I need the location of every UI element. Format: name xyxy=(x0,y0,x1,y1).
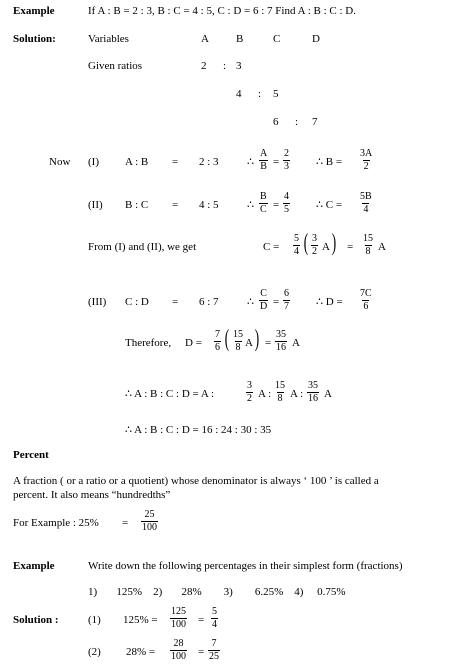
solution2-row1-frac2: $\frac{5}{4}$ xyxy=(212,606,217,630)
solution2-row1-num: (1) xyxy=(88,614,101,626)
ratio-row3-colon: : xyxy=(295,116,299,128)
step3-eq2: = xyxy=(273,296,280,308)
step2-frac1: $\frac{B}{C}$ xyxy=(260,191,267,215)
percent-example-text: For Example : 25% xyxy=(13,517,99,529)
solution2-row2-num: (2) xyxy=(88,646,101,658)
from-c-eq: C = xyxy=(263,241,280,253)
step2-therefore: ∴ xyxy=(247,199,254,211)
final1-frac3: $\frac{35}{16}$ xyxy=(308,380,318,404)
now-label: Now xyxy=(49,156,71,168)
step1-eq: = xyxy=(172,156,179,168)
solution2-row2-frac1: $\frac{28}{100}$ xyxy=(171,638,186,662)
therefore-text: Therefore, xyxy=(125,337,172,349)
var-a: A xyxy=(201,33,209,45)
from-a2: A xyxy=(378,241,386,253)
therefore-frac1: $\frac{7}{6}$ xyxy=(215,329,220,353)
final1-frac2: $\frac{15}{8}$ xyxy=(275,380,285,404)
therefore-a1: A xyxy=(245,337,253,349)
therefore-eq: = xyxy=(265,337,272,349)
solution2-label: Solution : xyxy=(13,614,59,626)
step3-eq: = xyxy=(172,296,179,308)
variables-label: Variables xyxy=(88,33,129,45)
step2-lhs: B : C xyxy=(125,199,149,211)
from-eq: = xyxy=(347,241,354,253)
ratio-row1-a: 2 xyxy=(201,60,207,72)
from-paren-close: ) xyxy=(331,230,337,256)
ratio-row1-b: 3 xyxy=(236,60,242,72)
var-b: B xyxy=(236,33,244,45)
step1-frac2: $\frac{2}{3}$ xyxy=(284,148,289,172)
step2-ratio: 4 : 5 xyxy=(199,199,219,211)
step3-frac2: $\frac{6}{7}$ xyxy=(284,288,289,312)
step1-ratio: 2 : 3 xyxy=(199,156,219,168)
from-frac3: $\frac{15}{8}$ xyxy=(363,233,373,257)
example-problem: If A : B = 2 : 3, B : C = 4 : 5, C : D = 6 : 7 Find A : B : C : D. xyxy=(88,5,356,17)
example2-label: Example xyxy=(13,560,55,572)
from-paren-open: ( xyxy=(303,230,309,256)
step3-frac3: $\frac{7C}{6}$ xyxy=(360,288,372,312)
step1-num: (I) xyxy=(88,156,99,168)
solution2-row2-pct: 28% = xyxy=(126,646,156,658)
step2-frac3: $\frac{5B}{4}$ xyxy=(360,191,372,215)
step2-eq: = xyxy=(172,199,179,211)
percent-def-line1: A fraction ( or a ratio or a quotient) whose denominator is always ‘ 100 ’ is called a xyxy=(13,475,379,487)
final1-lhs: ∴ A : B : C : D = A : xyxy=(125,388,215,400)
percent-example-frac: $\frac{25}{100}$ xyxy=(142,509,157,533)
ratio-row2-b: 5 xyxy=(273,88,279,100)
step1-therefore: ∴ xyxy=(247,156,254,168)
from-a1: A xyxy=(322,241,330,253)
example-label: Example xyxy=(13,5,55,17)
step1-result-lhs: ∴ B = xyxy=(316,156,343,168)
final1-t3: A xyxy=(324,388,332,400)
step3-therefore: ∴ xyxy=(247,296,254,308)
percent-heading: Percent xyxy=(13,449,49,461)
therefore-frac2: $\frac{15}{8}$ xyxy=(233,329,243,353)
step1-frac1: $\frac{A}{B}$ xyxy=(260,148,268,172)
example2-items: 1) 125% 2) 28% 3) 6.25% 4) 0.75% xyxy=(88,586,346,598)
ratio-row3-a: 6 xyxy=(273,116,279,128)
from-frac1: $\frac{5}{4}$ xyxy=(294,233,299,257)
therefore-paren-open: ( xyxy=(224,326,230,352)
step3-ratio: 6 : 7 xyxy=(199,296,219,308)
therefore-d-eq: D = xyxy=(185,337,202,349)
solution2-row1-frac1: $\frac{125}{100}$ xyxy=(171,606,186,630)
step1-lhs: A : B xyxy=(125,156,149,168)
solution2-row2-frac2: $\frac{7}{25}$ xyxy=(209,638,219,662)
step1-frac3: $\frac{3A}{2}$ xyxy=(360,148,373,172)
step1-eq2: = xyxy=(273,156,280,168)
step2-result-lhs: ∴ C = xyxy=(316,199,343,211)
solution2-row2-eq: = xyxy=(198,646,205,658)
step3-frac1: $\frac{C}{D}$ xyxy=(260,288,268,312)
given-ratios-label: Given ratios xyxy=(88,60,143,72)
final2-text: ∴ A : B : C : D = 16 : 24 : 30 : 35 xyxy=(125,424,272,436)
ratio-row2-colon: : xyxy=(258,88,262,100)
example2-problem: Write down the following percentages in their simplest form (fractions) xyxy=(88,560,403,572)
step2-num: (II) xyxy=(88,199,103,211)
therefore-paren-close: ) xyxy=(254,326,260,352)
from-text: From (I) and (II), we get xyxy=(88,241,197,253)
percent-example-eq: = xyxy=(122,517,129,529)
step3-lhs: C : D xyxy=(125,296,149,308)
therefore-a2: A xyxy=(292,337,300,349)
final1-t1: A : xyxy=(258,388,272,400)
step3-result-lhs: ∴ D = xyxy=(316,296,343,308)
step2-frac2: $\frac{4}{5}$ xyxy=(284,191,289,215)
ratio-row1-colon: : xyxy=(223,60,227,72)
therefore-frac3: $\frac{35}{16}$ xyxy=(276,329,286,353)
var-d: D xyxy=(312,33,320,45)
solution2-row1-pct: 125% = xyxy=(123,614,158,626)
percent-def-line2: percent. It also means “hundredths” xyxy=(13,489,171,501)
final1-frac1: $\frac{3}{2}$ xyxy=(247,380,252,404)
step3-num: (III) xyxy=(88,296,107,308)
step2-eq2: = xyxy=(273,199,280,211)
solution-label: Solution: xyxy=(13,33,56,45)
var-c: C xyxy=(273,33,281,45)
final1-t2: A : xyxy=(290,388,304,400)
ratio-row2-a: 4 xyxy=(236,88,242,100)
from-frac2: $\frac{3}{2}$ xyxy=(312,233,317,257)
ratio-row3-b: 7 xyxy=(312,116,318,128)
solution2-row1-eq: = xyxy=(198,614,205,626)
